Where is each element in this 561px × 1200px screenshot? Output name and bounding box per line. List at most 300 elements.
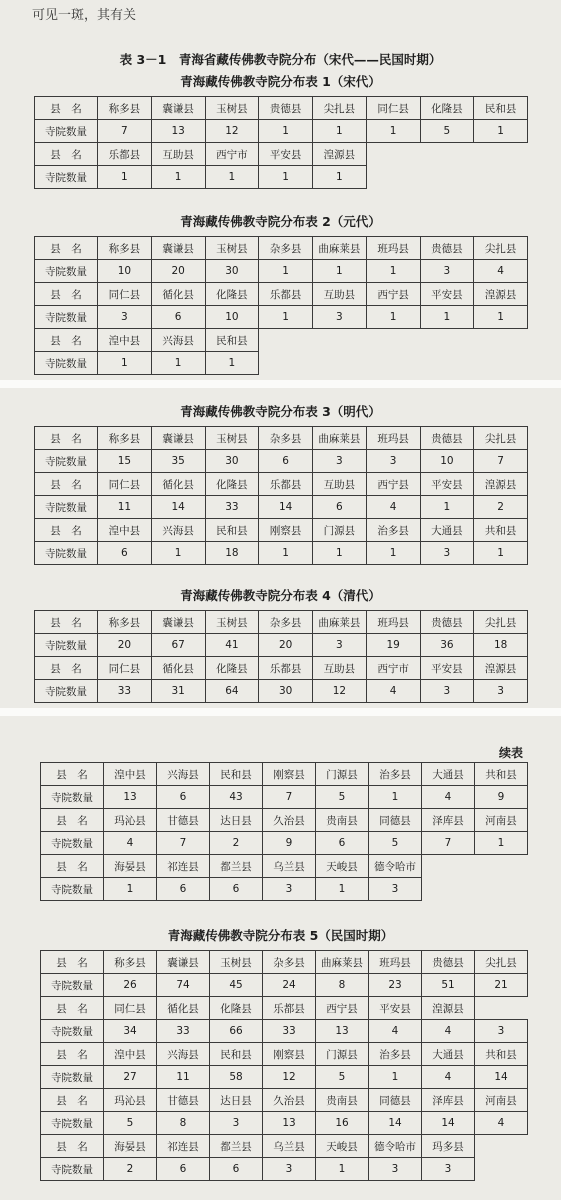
temple-count-cell: 6	[151, 306, 205, 329]
county-name-cell: 循化县	[157, 997, 210, 1020]
row-label-cell: 寺院数量	[35, 306, 98, 329]
temple-count-cell: 1	[151, 166, 205, 189]
county-name-cell: 乐都县	[98, 143, 152, 166]
temple-count-cell: 1	[313, 260, 367, 283]
temple-count-cell: 21	[475, 974, 528, 997]
temple-count-row	[41, 1066, 528, 1089]
county-name-cell: 大通县	[422, 1043, 475, 1066]
temple-count-cell: 7	[263, 786, 316, 809]
county-name-cell: 祁连县	[157, 1135, 210, 1158]
row-label-cell: 寺院数量	[35, 260, 98, 283]
county-name-row	[35, 283, 528, 306]
county-name-cell: 海晏县	[104, 855, 157, 878]
county-name-cell: 平安县	[259, 143, 313, 166]
temple-count-cell	[475, 878, 528, 901]
county-name-row	[35, 329, 528, 352]
temple-count-cell: 33	[157, 1020, 210, 1043]
county-name-row	[41, 1135, 528, 1158]
temple-count-cell: 1	[420, 496, 474, 519]
county-name-cell: 囊谦县	[151, 97, 205, 120]
county-name-cell: 兴海县	[151, 519, 205, 542]
county-name-cell	[313, 329, 367, 352]
temple-count-cell	[474, 352, 528, 375]
county-name-cell: 刚察县	[259, 519, 313, 542]
table3-caption: 青海藏传佛教寺院分布表 3（明代）	[180, 404, 381, 419]
temple-count-cell: 3	[420, 542, 474, 565]
county-name-cell: 囊谦县	[151, 237, 205, 260]
temple-count-cell: 1	[369, 786, 422, 809]
county-name-cell: 贵南县	[316, 809, 369, 832]
temple-count-row	[35, 680, 528, 703]
row-label-cell: 寺院数量	[41, 786, 104, 809]
temple-count-cell	[422, 878, 475, 901]
county-name-cell: 西宁县	[366, 473, 420, 496]
row-label-cell: 寺院数量	[35, 542, 98, 565]
temple-count-row	[41, 786, 528, 809]
table2-caption: 青海藏传佛教寺院分布表 2（元代）	[180, 214, 381, 229]
county-name-cell: 化隆县	[420, 97, 474, 120]
county-name-cell	[366, 143, 420, 166]
county-name-cell: 杂多县	[263, 951, 316, 974]
temple-count-row	[41, 1020, 528, 1043]
county-name-row	[41, 997, 528, 1020]
temple-count-cell: 35	[151, 450, 205, 473]
county-name-cell: 民和县	[210, 1043, 263, 1066]
temple-count-cell: 3	[366, 450, 420, 473]
temple-count-cell: 20	[98, 634, 152, 657]
county-name-cell: 民和县	[474, 97, 528, 120]
row-label-cell: 县 名	[35, 97, 98, 120]
county-name-cell: 杂多县	[259, 237, 313, 260]
county-name-cell: 平安县	[420, 657, 474, 680]
temple-count-cell: 13	[263, 1112, 316, 1135]
county-name-cell: 湟源县	[474, 657, 528, 680]
temple-count-cell: 33	[205, 496, 259, 519]
county-name-cell: 平安县	[369, 997, 422, 1020]
row-label-cell: 县 名	[41, 763, 104, 786]
county-name-cell: 同德县	[369, 809, 422, 832]
county-name-cell: 曲麻莱县	[316, 951, 369, 974]
table3	[34, 426, 528, 565]
temple-count-cell: 5	[316, 1066, 369, 1089]
county-name-cell: 互助县	[313, 473, 367, 496]
county-name-cell: 班玛县	[366, 427, 420, 450]
county-name-cell: 互助县	[151, 143, 205, 166]
county-name-cell: 尖扎县	[474, 427, 528, 450]
row-label-cell: 寺院数量	[35, 166, 98, 189]
county-name-cell: 刚察县	[263, 763, 316, 786]
temple-count-cell: 14	[475, 1066, 528, 1089]
temple-count-cell: 31	[151, 680, 205, 703]
county-name-row	[41, 1043, 528, 1066]
county-name-cell: 共和县	[474, 519, 528, 542]
temple-count-cell: 24	[263, 974, 316, 997]
table5	[40, 950, 528, 1181]
temple-count-row	[41, 974, 528, 997]
county-name-cell: 治多县	[366, 519, 420, 542]
temple-count-cell: 12	[313, 680, 367, 703]
temple-count-row	[35, 306, 528, 329]
temple-count-cell: 10	[420, 450, 474, 473]
temple-count-cell: 1	[474, 542, 528, 565]
temple-count-cell	[420, 166, 474, 189]
county-name-cell	[420, 143, 474, 166]
temple-count-cell: 2	[104, 1158, 157, 1181]
county-name-cell: 囊谦县	[157, 951, 210, 974]
row-label-cell: 县 名	[35, 283, 98, 306]
temple-count-cell: 1	[151, 352, 205, 375]
temple-count-cell: 1	[259, 166, 313, 189]
temple-count-cell: 3	[369, 1158, 422, 1181]
county-name-cell	[475, 997, 528, 1020]
table-heading: 表 3－1 青海省藏传佛教寺院分布（宋代——民国时期）	[119, 52, 442, 67]
temple-count-cell: 3	[420, 260, 474, 283]
temple-count-cell: 6	[210, 1158, 263, 1181]
temple-count-row	[35, 542, 528, 565]
county-name-row	[35, 519, 528, 542]
county-name-cell: 湟源县	[474, 473, 528, 496]
county-name-cell: 玉树县	[205, 237, 259, 260]
temple-count-cell: 1	[259, 306, 313, 329]
county-name-cell: 兴海县	[151, 329, 205, 352]
county-name-cell: 湟中县	[104, 1043, 157, 1066]
county-name-cell	[259, 329, 313, 352]
table1	[34, 96, 528, 189]
table4-caption: 青海藏传佛教寺院分布表 4（清代）	[180, 588, 381, 603]
county-name-cell: 河南县	[475, 1089, 528, 1112]
county-name-cell: 班玛县	[369, 951, 422, 974]
county-name-cell: 湟中县	[98, 329, 152, 352]
temple-count-cell: 7	[422, 832, 475, 855]
county-name-cell: 乌兰县	[263, 855, 316, 878]
county-name-row	[35, 657, 528, 680]
temple-count-cell: 12	[263, 1066, 316, 1089]
temple-count-cell: 9	[475, 786, 528, 809]
temple-count-cell: 1	[104, 878, 157, 901]
county-name-cell: 贵德县	[259, 97, 313, 120]
row-label-cell: 寺院数量	[35, 680, 98, 703]
temple-count-cell: 6	[210, 878, 263, 901]
county-name-cell: 尖扎县	[474, 611, 528, 634]
temple-count-row	[35, 634, 528, 657]
county-name-cell: 曲麻莱县	[313, 611, 367, 634]
temple-count-cell: 1	[420, 306, 474, 329]
temple-count-cell: 33	[98, 680, 152, 703]
temple-count-cell: 3	[313, 306, 367, 329]
temple-count-cell: 3	[313, 634, 367, 657]
temple-count-cell: 6	[157, 1158, 210, 1181]
county-name-row	[35, 611, 528, 634]
row-label-cell: 县 名	[35, 657, 98, 680]
temple-count-cell: 1	[366, 260, 420, 283]
county-name-cell	[420, 329, 474, 352]
county-name-cell: 尖扎县	[474, 237, 528, 260]
temple-count-cell: 14	[422, 1112, 475, 1135]
temple-count-cell: 20	[151, 260, 205, 283]
county-name-cell: 门源县	[316, 1043, 369, 1066]
temple-count-cell: 34	[104, 1020, 157, 1043]
county-name-cell: 尖扎县	[475, 951, 528, 974]
county-name-cell: 称多县	[98, 427, 152, 450]
temple-count-cell: 4	[422, 786, 475, 809]
county-name-cell: 同仁县	[366, 97, 420, 120]
temple-count-cell: 10	[205, 306, 259, 329]
temple-count-cell	[366, 352, 420, 375]
county-name-row	[35, 427, 528, 450]
county-name-cell: 玛沁县	[104, 1089, 157, 1112]
temple-count-cell	[474, 166, 528, 189]
county-name-cell: 乐都县	[263, 997, 316, 1020]
temple-count-cell: 20	[259, 634, 313, 657]
temple-count-cell: 26	[104, 974, 157, 997]
temple-count-cell: 13	[104, 786, 157, 809]
county-name-cell	[422, 855, 475, 878]
table5-caption: 青海藏传佛教寺院分布表 5（民国时期）	[167, 928, 394, 943]
county-name-cell: 贵南县	[316, 1089, 369, 1112]
row-label-cell: 寺院数量	[41, 1112, 104, 1135]
temple-count-cell: 4	[422, 1020, 475, 1043]
temple-count-row	[35, 120, 528, 143]
county-name-cell: 玛多县	[422, 1135, 475, 1158]
row-label-cell: 寺院数量	[41, 1020, 104, 1043]
temple-count-row	[41, 1112, 528, 1135]
county-name-cell: 海晏县	[104, 1135, 157, 1158]
temple-count-cell	[366, 166, 420, 189]
temple-count-cell: 3	[313, 450, 367, 473]
county-name-cell: 民和县	[205, 329, 259, 352]
temple-count-cell: 14	[369, 1112, 422, 1135]
temple-count-cell: 15	[98, 450, 152, 473]
temple-count-cell: 4	[366, 680, 420, 703]
row-label-cell: 寺院数量	[35, 450, 98, 473]
temple-count-cell: 1	[313, 542, 367, 565]
temple-count-cell: 5	[420, 120, 474, 143]
temple-count-row	[35, 450, 528, 473]
temple-count-cell: 23	[369, 974, 422, 997]
county-name-cell: 河南县	[475, 809, 528, 832]
temple-count-cell: 2	[474, 496, 528, 519]
county-name-cell: 贵德县	[420, 427, 474, 450]
county-name-cell: 乐都县	[259, 657, 313, 680]
row-label-cell: 县 名	[35, 473, 98, 496]
temple-count-cell: 3	[475, 1020, 528, 1043]
temple-count-cell: 64	[205, 680, 259, 703]
county-name-cell: 玉树县	[205, 611, 259, 634]
county-name-cell: 甘德县	[157, 1089, 210, 1112]
county-name-cell: 湟源县	[422, 997, 475, 1020]
county-name-cell: 称多县	[98, 237, 152, 260]
temple-count-cell: 33	[263, 1020, 316, 1043]
county-name-cell: 称多县	[98, 97, 152, 120]
county-name-cell: 达日县	[210, 1089, 263, 1112]
county-name-cell: 德令哈市	[369, 855, 422, 878]
temple-count-cell: 6	[157, 786, 210, 809]
table1-caption: 青海藏传佛教寺院分布表 1（宋代）	[180, 74, 381, 89]
temple-count-cell: 1	[259, 260, 313, 283]
county-name-cell: 化隆县	[205, 283, 259, 306]
county-name-row	[35, 473, 528, 496]
county-name-cell: 贵德县	[420, 611, 474, 634]
temple-count-cell: 3	[420, 680, 474, 703]
temple-count-cell: 11	[98, 496, 152, 519]
county-name-cell: 西宁县	[366, 283, 420, 306]
county-name-cell: 互助县	[313, 657, 367, 680]
temple-count-cell: 7	[157, 832, 210, 855]
county-name-cell: 贵德县	[422, 951, 475, 974]
temple-count-cell: 7	[98, 120, 152, 143]
temple-count-cell: 30	[205, 450, 259, 473]
county-name-cell: 囊谦县	[151, 427, 205, 450]
table4-continued	[40, 762, 528, 901]
county-name-cell: 玉树县	[210, 951, 263, 974]
temple-count-cell: 74	[157, 974, 210, 997]
temple-count-cell: 16	[316, 1112, 369, 1135]
row-label-cell: 县 名	[35, 237, 98, 260]
county-name-row	[35, 143, 528, 166]
county-name-cell: 乐都县	[259, 473, 313, 496]
temple-count-cell: 1	[366, 306, 420, 329]
county-name-cell: 兴海县	[157, 1043, 210, 1066]
temple-count-cell: 67	[151, 634, 205, 657]
row-label-cell: 寺院数量	[41, 878, 104, 901]
county-name-cell: 刚察县	[263, 1043, 316, 1066]
county-name-row	[35, 237, 528, 260]
temple-count-cell	[475, 1158, 528, 1181]
county-name-cell: 西宁市	[205, 143, 259, 166]
county-name-row	[35, 97, 528, 120]
county-name-cell: 循化县	[151, 473, 205, 496]
county-name-cell: 西宁县	[316, 997, 369, 1020]
temple-count-row	[35, 166, 528, 189]
row-label-cell: 县 名	[35, 611, 98, 634]
county-name-cell: 玛沁县	[104, 809, 157, 832]
temple-count-cell: 8	[316, 974, 369, 997]
temple-count-cell: 3	[474, 680, 528, 703]
county-name-cell: 久治县	[263, 1089, 316, 1112]
county-name-cell: 达日县	[210, 809, 263, 832]
county-name-cell: 天峻县	[316, 855, 369, 878]
temple-count-cell: 5	[316, 786, 369, 809]
temple-count-cell: 13	[316, 1020, 369, 1043]
temple-count-cell: 18	[474, 634, 528, 657]
county-name-cell: 尖扎县	[313, 97, 367, 120]
county-name-cell: 甘德县	[157, 809, 210, 832]
row-label-cell: 县 名	[41, 809, 104, 832]
row-label-cell: 寺院数量	[41, 1158, 104, 1181]
county-name-cell: 称多县	[98, 611, 152, 634]
row-label-cell: 寺院数量	[35, 352, 98, 375]
county-name-cell: 兴海县	[157, 763, 210, 786]
temple-count-cell: 6	[316, 832, 369, 855]
temple-count-cell: 13	[151, 120, 205, 143]
row-label-cell: 县 名	[41, 1043, 104, 1066]
county-name-cell: 平安县	[420, 283, 474, 306]
county-name-cell: 湟源县	[313, 143, 367, 166]
county-name-cell: 泽库县	[422, 809, 475, 832]
temple-count-cell: 1	[475, 832, 528, 855]
county-name-cell: 同仁县	[104, 997, 157, 1020]
table2	[34, 236, 528, 375]
temple-count-cell: 1	[205, 166, 259, 189]
temple-count-cell: 1	[316, 1158, 369, 1181]
temple-count-cell: 4	[366, 496, 420, 519]
temple-count-cell	[420, 352, 474, 375]
county-name-cell: 都兰县	[210, 1135, 263, 1158]
temple-count-cell: 1	[259, 542, 313, 565]
county-name-cell: 化隆县	[205, 473, 259, 496]
county-name-cell: 贵德县	[420, 237, 474, 260]
temple-count-cell: 1	[474, 120, 528, 143]
row-label-cell: 县 名	[41, 997, 104, 1020]
page-scan-2	[0, 388, 561, 708]
row-label-cell: 寺院数量	[41, 1066, 104, 1089]
county-name-cell: 共和县	[475, 763, 528, 786]
temple-count-cell: 30	[259, 680, 313, 703]
temple-count-cell	[313, 352, 367, 375]
county-name-cell: 治多县	[369, 763, 422, 786]
temple-count-row	[35, 352, 528, 375]
temple-count-cell: 51	[422, 974, 475, 997]
temple-count-row	[35, 496, 528, 519]
row-label-cell: 寺院数量	[41, 832, 104, 855]
county-name-cell: 化隆县	[205, 657, 259, 680]
temple-count-cell: 14	[151, 496, 205, 519]
page-scan-1	[0, 0, 561, 380]
row-label-cell: 县 名	[41, 1089, 104, 1112]
temple-count-cell: 4	[474, 260, 528, 283]
temple-count-cell: 58	[210, 1066, 263, 1089]
county-name-cell: 循化县	[151, 283, 205, 306]
row-label-cell: 寺院数量	[35, 634, 98, 657]
temple-count-cell: 43	[210, 786, 263, 809]
county-name-row	[41, 951, 528, 974]
continued-label: 续表	[498, 746, 523, 760]
temple-count-cell: 1	[313, 166, 367, 189]
county-name-cell: 大通县	[420, 519, 474, 542]
county-name-cell: 德令哈市	[369, 1135, 422, 1158]
row-label-cell: 寺院数量	[35, 496, 98, 519]
county-name-cell: 都兰县	[210, 855, 263, 878]
row-label-cell: 县 名	[41, 951, 104, 974]
temple-count-cell: 11	[157, 1066, 210, 1089]
temple-count-cell: 10	[98, 260, 152, 283]
county-name-row	[41, 1089, 528, 1112]
temple-count-row	[41, 832, 528, 855]
county-name-cell: 门源县	[316, 763, 369, 786]
county-name-row	[41, 763, 528, 786]
temple-count-cell: 3	[369, 878, 422, 901]
county-name-cell	[475, 855, 528, 878]
temple-count-cell: 6	[98, 542, 152, 565]
county-name-cell: 平安县	[420, 473, 474, 496]
county-name-cell: 同仁县	[98, 473, 152, 496]
temple-count-cell: 1	[98, 166, 152, 189]
temple-count-cell: 6	[157, 878, 210, 901]
county-name-cell: 互助县	[313, 283, 367, 306]
temple-count-cell: 27	[104, 1066, 157, 1089]
county-name-cell: 久治县	[263, 809, 316, 832]
temple-count-cell: 4	[104, 832, 157, 855]
row-label-cell: 县 名	[35, 519, 98, 542]
county-name-cell: 称多县	[104, 951, 157, 974]
county-name-cell	[366, 329, 420, 352]
temple-count-cell: 12	[205, 120, 259, 143]
county-name-cell: 同仁县	[98, 283, 152, 306]
temple-count-cell: 3	[98, 306, 152, 329]
county-name-cell: 泽库县	[422, 1089, 475, 1112]
county-name-cell: 祁连县	[157, 855, 210, 878]
county-name-cell: 治多县	[369, 1043, 422, 1066]
